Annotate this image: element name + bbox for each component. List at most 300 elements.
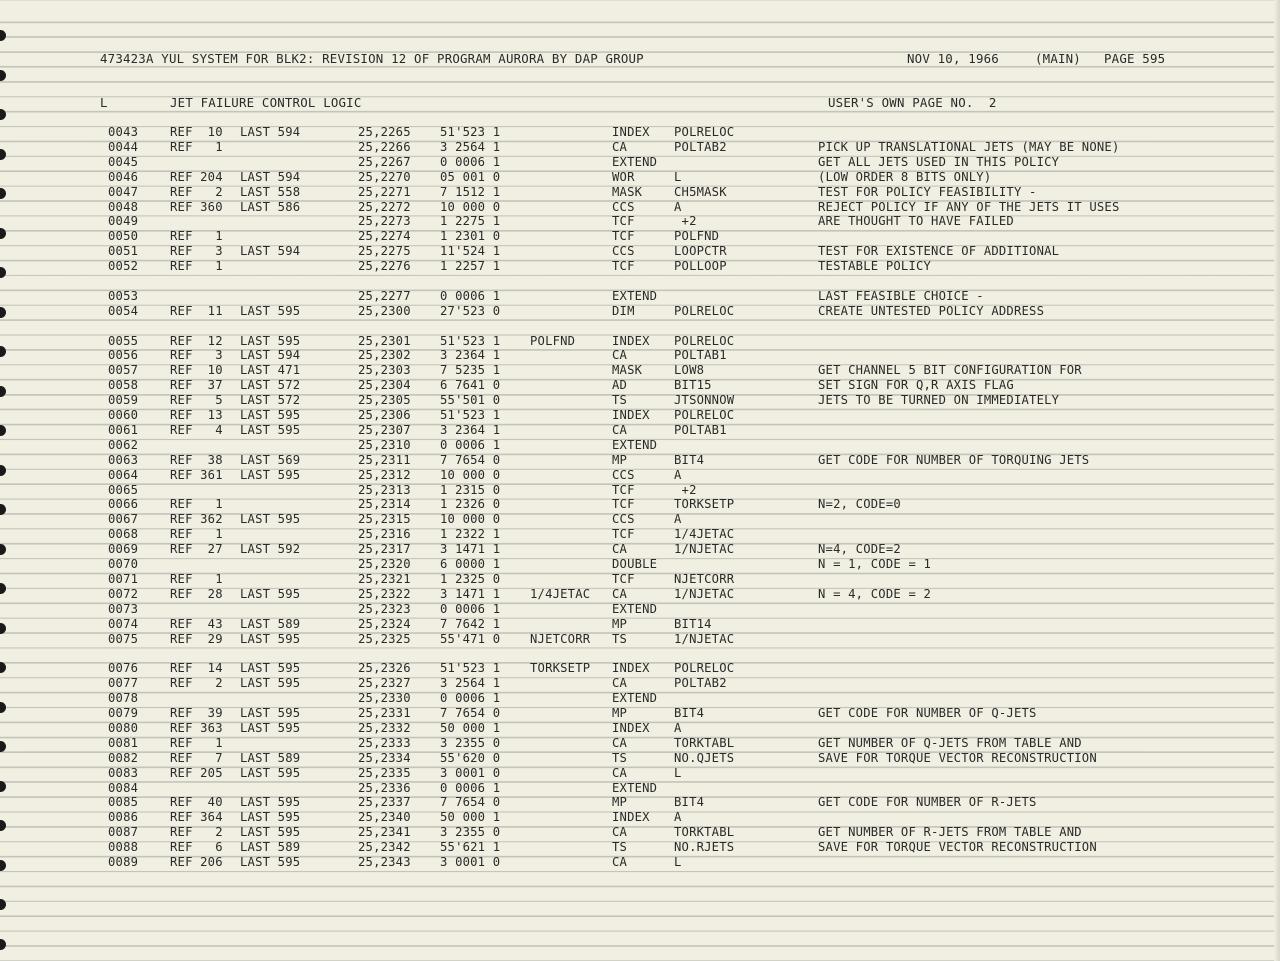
listing-line [0,825,1270,840]
listing-line [0,483,1270,498]
comment: SET SIGN FOR Q,R AXIS FLAG [818,378,1014,392]
comment: TESTABLE POLICY [818,259,932,273]
listing-line [0,140,1270,155]
machine-code: 0 0006 1 [440,691,501,705]
line-number: 0083 [108,766,139,780]
address: 25,2333 [358,736,411,750]
ref-count: REF 43 [170,617,223,631]
machine-code: 0 0006 1 [440,155,501,169]
machine-code: 10 000 0 [440,468,501,482]
ref-count: REF 1 [170,140,223,154]
listing-line [0,721,1270,736]
comment: CREATE UNTESTED POLICY ADDRESS [818,304,1045,318]
listing-line [0,736,1270,751]
label: POLFND [530,334,576,348]
line-number: 0061 [108,423,139,437]
line-number: 0049 [108,214,139,228]
comment: SAVE FOR TORQUE VECTOR RECONSTRUCTION [818,840,1097,854]
machine-code: 3 2564 1 [440,676,501,690]
ref-count: REF 10 [170,125,223,139]
ref-count: REF 10 [170,363,223,377]
opcode: EXTEND [612,289,658,303]
machine-code: 7 5235 1 [440,363,501,377]
machine-code: 10 000 0 [440,200,501,214]
address: 25,2270 [358,170,411,184]
last-ref: LAST 595 [240,855,301,869]
operand: L [674,170,682,184]
line-number: 0085 [108,795,139,809]
address: 25,2342 [358,840,411,854]
comment: (LOW ORDER 8 BITS ONLY) [818,170,992,184]
feed-hole [0,30,6,41]
machine-code: 6 0000 1 [440,557,501,571]
last-ref: LAST 569 [240,453,301,467]
operand: TORKTABL [674,825,735,839]
opcode: CA [612,736,628,750]
last-ref: LAST 595 [240,721,301,735]
address: 25,2340 [358,810,411,824]
opcode: CA [612,825,628,839]
address: 25,2334 [358,751,411,765]
opcode: CA [612,423,628,437]
comment: N=2, CODE=0 [818,497,901,511]
operand: NO.RJETS [674,840,735,854]
last-ref: LAST 595 [240,766,301,780]
opcode: MP [612,795,628,809]
ref-count: REF 37 [170,378,223,392]
listing-line [0,676,1270,691]
subheader-code: L [100,95,108,110]
address: 25,2302 [358,348,411,362]
listing-line [0,393,1270,408]
listing-line [0,840,1270,855]
opcode: CA [612,542,628,556]
machine-code: 1 2326 0 [440,497,501,511]
last-ref: LAST 586 [240,200,301,214]
address: 25,2313 [358,483,411,497]
address: 25,2320 [358,557,411,571]
listing-line [0,766,1270,781]
listing-line [0,557,1270,572]
machine-code: 0 0006 1 [440,781,501,795]
ref-count: REF 1 [170,572,223,586]
address: 25,2323 [358,602,411,616]
opcode: INDEX [612,721,650,735]
opcode: CCS [612,244,635,258]
opcode: EXTEND [612,691,658,705]
ref-count: REF 360 [170,200,223,214]
machine-code: 0 0006 1 [440,602,501,616]
listing-line [0,334,1270,349]
listing-line [0,200,1270,215]
listing-line [0,617,1270,632]
listing-line [0,453,1270,468]
listing-line [0,497,1270,512]
machine-code: 7 7654 0 [440,795,501,809]
comment: TEST FOR EXISTENCE OF ADDITIONAL [818,244,1060,258]
line-number: 0069 [108,542,139,556]
line-number: 0076 [108,661,139,675]
listing-line [0,661,1270,676]
last-ref: LAST 595 [240,408,301,422]
listing-line [0,125,1270,140]
last-ref: LAST 594 [240,125,301,139]
line-number: 0079 [108,706,139,720]
machine-code: 27'523 0 [440,304,501,318]
line-number: 0054 [108,304,139,318]
machine-code: 7 7654 0 [440,453,501,467]
machine-code: 10 000 0 [440,512,501,526]
line-number: 0072 [108,587,139,601]
operand: A [674,810,682,824]
line-number: 0088 [108,840,139,854]
line-number: 0058 [108,378,139,392]
address: 25,2315 [358,512,411,526]
ref-count: REF 11 [170,304,223,318]
opcode: CCS [612,512,635,526]
opcode: INDEX [612,810,650,824]
ref-count: REF 39 [170,706,223,720]
listing-line [0,229,1270,244]
address: 25,2277 [358,289,411,303]
listing-line [0,348,1270,363]
operand: L [674,766,682,780]
last-ref: LAST 592 [240,542,301,556]
listing-line [0,378,1270,393]
address: 25,2336 [358,781,411,795]
comment: SAVE FOR TORQUE VECTOR RECONSTRUCTION [818,751,1097,765]
opcode: CA [612,766,628,780]
address: 25,2317 [358,542,411,556]
listing-line [0,795,1270,810]
operand: POLTAB2 [674,140,727,154]
listing-line [0,572,1270,587]
machine-code: 50 000 1 [440,810,501,824]
operand: BIT4 [674,706,705,720]
comment: GET CHANNEL 5 BIT CONFIGURATION FOR [818,363,1082,377]
opcode: TS [612,840,628,854]
address: 25,2330 [358,691,411,705]
opcode: CA [612,348,628,362]
operand: CH5MASK [674,185,727,199]
line-number: 0045 [108,155,139,169]
opcode: TS [612,632,628,646]
operand: POLFND [674,229,720,243]
subheader-title: JET FAILURE CONTROL LOGIC [170,95,362,110]
last-ref: LAST 558 [240,185,301,199]
last-ref: LAST 589 [240,840,301,854]
address: 25,2332 [358,721,411,735]
feed-hole [0,939,6,950]
opcode: INDEX [612,125,650,139]
listing-line [0,587,1270,602]
last-ref: LAST 595 [240,676,301,690]
line-number: 0075 [108,632,139,646]
operand: JTSONNOW [674,393,735,407]
machine-code: 1 2325 0 [440,572,501,586]
opcode: TCF [612,527,635,541]
machine-code: 1 2301 0 [440,229,501,243]
line-number: 0064 [108,468,139,482]
last-ref: LAST 595 [240,661,301,675]
operand: NJETCORR [674,572,735,586]
address: 25,2307 [358,423,411,437]
machine-code: 51'523 1 [440,661,501,675]
address: 25,2327 [358,676,411,690]
machine-code: 3 1471 1 [440,587,501,601]
opcode: MP [612,617,628,631]
line-number: 0089 [108,855,139,869]
last-ref: LAST 572 [240,378,301,392]
listing-line [0,363,1270,378]
machine-code: 05 001 0 [440,170,501,184]
machine-code: 51'523 1 [440,334,501,348]
ref-count: REF 1 [170,736,223,750]
listing-line [0,468,1270,483]
last-ref: LAST 595 [240,825,301,839]
last-ref: LAST 595 [240,304,301,318]
machine-code: 7 7654 0 [440,706,501,720]
opcode: CA [612,587,628,601]
line-number: 0060 [108,408,139,422]
header-section: (MAIN) [1035,51,1081,66]
comment: JETS TO BE TURNED ON IMMEDIATELY [818,393,1060,407]
header-page: PAGE 595 [1104,51,1166,66]
ref-count: REF 14 [170,661,223,675]
opcode: TCF [612,229,635,243]
machine-code: 55'501 0 [440,393,501,407]
comment: ARE THOUGHT TO HAVE FAILED [818,214,1014,228]
operand: BIT4 [674,795,705,809]
ref-count: REF 3 [170,348,223,362]
address: 25,2271 [358,185,411,199]
line-number: 0048 [108,200,139,214]
line-number: 0078 [108,691,139,705]
ref-count: REF 28 [170,587,223,601]
operand: BIT14 [674,617,712,631]
opcode: INDEX [612,661,650,675]
line-number: 0081 [108,736,139,750]
address: 25,2266 [358,140,411,154]
machine-code: 3 2364 1 [440,348,501,362]
operand: TORKTABL [674,736,735,750]
listing-line [0,706,1270,721]
ref-count: REF 2 [170,676,223,690]
label: TORKSETP [530,661,591,675]
address: 25,2303 [358,363,411,377]
operand: A [674,468,682,482]
opcode: CA [612,855,628,869]
last-ref: LAST 589 [240,751,301,765]
operand: BIT15 [674,378,712,392]
address: 25,2314 [358,497,411,511]
subheader-users-page: USER'S OWN PAGE NO. 2 [828,95,997,110]
right-paper-edge [1274,0,1280,961]
address: 25,2276 [358,259,411,273]
address: 25,2316 [358,527,411,541]
listing-line [0,438,1270,453]
last-ref: LAST 595 [240,587,301,601]
listing-line [0,170,1270,185]
operand: POLTAB1 [674,423,727,437]
line-number: 0055 [108,334,139,348]
last-ref: LAST 594 [240,348,301,362]
ref-count: REF 205 [170,766,223,780]
comment: LAST FEASIBLE CHOICE - [818,289,984,303]
machine-code: 3 0001 0 [440,855,501,869]
operand: 1/NJETAC [674,632,735,646]
ref-count: REF 364 [170,810,223,824]
opcode: INDEX [612,408,650,422]
machine-code: 55'620 0 [440,751,501,765]
operand: POLRELOC [674,334,735,348]
opcode: DOUBLE [612,557,658,571]
ref-count: REF 204 [170,170,223,184]
opcode: MASK [612,185,643,199]
line-number: 0053 [108,289,139,303]
operand: A [674,512,682,526]
opcode: CCS [612,200,635,214]
machine-code: 0 0006 1 [440,289,501,303]
line-number: 0071 [108,572,139,586]
machine-code: 11'524 1 [440,244,501,258]
last-ref: LAST 572 [240,393,301,407]
listing-line [0,304,1270,319]
operand: POLRELOC [674,125,735,139]
address: 25,2312 [358,468,411,482]
machine-code: 51'523 1 [440,125,501,139]
opcode: EXTEND [612,438,658,452]
ref-count: REF 4 [170,423,223,437]
line-number: 0043 [108,125,139,139]
address: 25,2321 [358,572,411,586]
machine-code: 3 0001 0 [440,766,501,780]
opcode: DIM [612,304,635,318]
comment: GET NUMBER OF R-JETS FROM TABLE AND [818,825,1082,839]
machine-code: 3 1471 1 [440,542,501,556]
last-ref: LAST 594 [240,244,301,258]
opcode: AD [612,378,628,392]
machine-code: 51'523 1 [440,408,501,422]
machine-code: 55'621 1 [440,840,501,854]
operand: L [674,855,682,869]
last-ref: LAST 589 [240,617,301,631]
address: 25,2326 [358,661,411,675]
comment: TEST FOR POLICY FEASIBILITY - [818,185,1037,199]
address: 25,2267 [358,155,411,169]
opcode: TCF [612,214,635,228]
last-ref: LAST 595 [240,706,301,720]
operand: POLRELOC [674,304,735,318]
address: 25,2275 [358,244,411,258]
ref-count: REF 1 [170,229,223,243]
operand: 1/NJETAC [674,587,735,601]
operand: POLRELOC [674,408,735,422]
ref-count: REF 27 [170,542,223,556]
opcode: TCF [612,259,635,273]
line-number: 0077 [108,676,139,690]
ref-count: REF 206 [170,855,223,869]
address: 25,2331 [358,706,411,720]
ref-count: REF 362 [170,512,223,526]
operand: +2 [674,483,697,497]
address: 25,2265 [358,125,411,139]
last-ref: LAST 595 [240,512,301,526]
comment: REJECT POLICY IF ANY OF THE JETS IT USES [818,200,1120,214]
operand: TORKSETP [674,497,735,511]
address: 25,2337 [358,795,411,809]
header-title: 473423A YUL SYSTEM FOR BLK2: REVISION 12 OF PROGRAM AURORA BY DAP GROUP [100,51,644,66]
ref-count: REF 3 [170,244,223,258]
listing-line [0,214,1270,229]
ref-count: REF 2 [170,825,223,839]
opcode: MASK [612,363,643,377]
opcode: TCF [612,572,635,586]
operand: NO.QJETS [674,751,735,765]
ref-count: REF 12 [170,334,223,348]
ref-count: REF 38 [170,453,223,467]
line-number: 0065 [108,483,139,497]
opcode: EXTEND [612,781,658,795]
feed-hole [0,70,6,81]
ref-count: REF 13 [170,408,223,422]
line-number: 0080 [108,721,139,735]
line-number: 0050 [108,229,139,243]
address: 25,2341 [358,825,411,839]
machine-code: 3 2355 0 [440,825,501,839]
listing-line [0,810,1270,825]
machine-code: 7 1512 1 [440,185,501,199]
comment: GET NUMBER OF Q-JETS FROM TABLE AND [818,736,1082,750]
header-date: NOV 10, 1966 [907,51,999,66]
address: 25,2311 [358,453,411,467]
ref-count: REF 1 [170,527,223,541]
opcode: TCF [612,497,635,511]
line-number: 0044 [108,140,139,154]
ref-count: REF 363 [170,721,223,735]
machine-code: 3 2564 1 [440,140,501,154]
address: 25,2301 [358,334,411,348]
listing-line [0,751,1270,766]
opcode: CCS [612,468,635,482]
line-number: 0082 [108,751,139,765]
listing-line [0,185,1270,200]
address: 25,2324 [358,617,411,631]
listing-line [0,855,1270,870]
line-number: 0047 [108,185,139,199]
line-number: 0057 [108,363,139,377]
ref-count: REF 7 [170,751,223,765]
opcode: MP [612,706,628,720]
listing-line [0,155,1270,170]
comment: GET CODE FOR NUMBER OF Q-JETS [818,706,1037,720]
ref-count: REF 2 [170,185,223,199]
line-number: 0070 [108,557,139,571]
machine-code: 3 2355 0 [440,736,501,750]
machine-code: 7 7642 1 [440,617,501,631]
opcode: TS [612,393,628,407]
opcode: MP [612,453,628,467]
comment: GET ALL JETS USED IN THIS POLICY [818,155,1060,169]
ref-count: REF 6 [170,840,223,854]
last-ref: LAST 595 [240,810,301,824]
line-number: 0062 [108,438,139,452]
last-ref: LAST 471 [240,363,301,377]
operand: A [674,721,682,735]
last-ref: LAST 594 [240,170,301,184]
ref-count: REF 1 [170,259,223,273]
last-ref: LAST 595 [240,468,301,482]
